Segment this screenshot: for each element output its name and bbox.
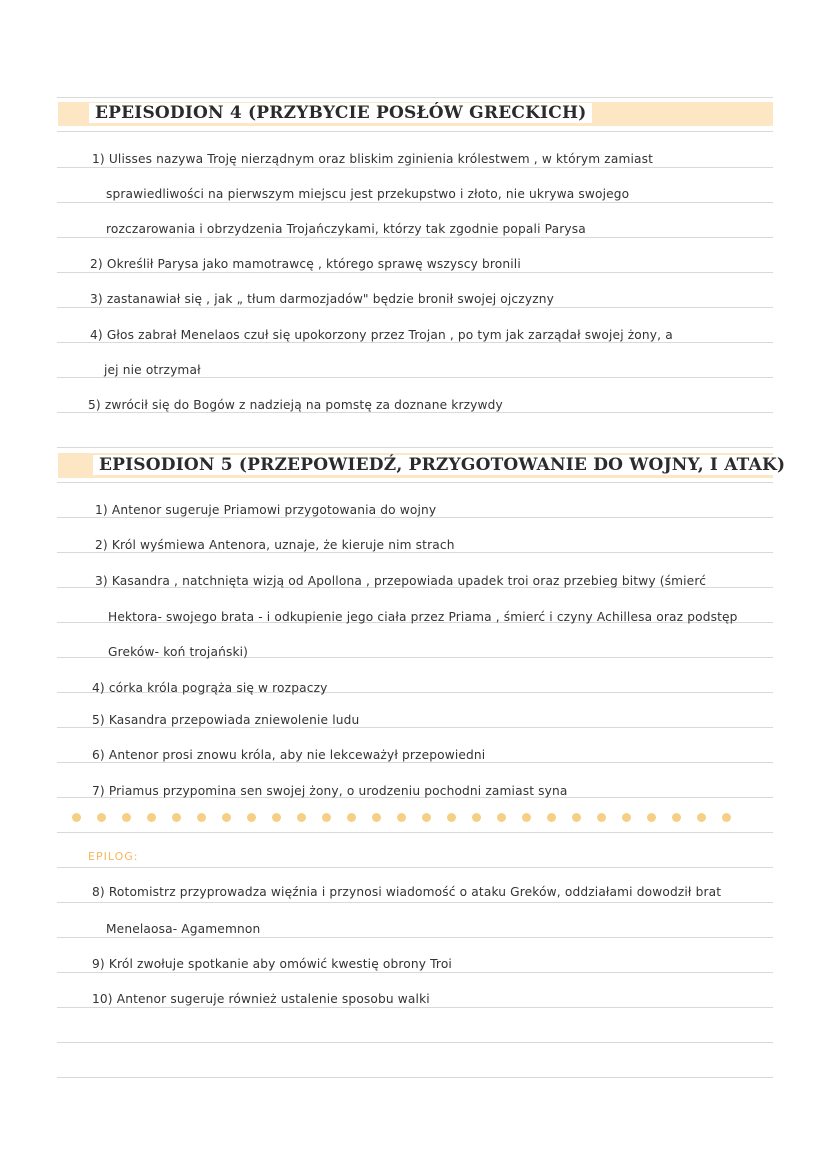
divider-dot <box>297 813 306 822</box>
divider-dot <box>222 813 231 822</box>
ruled-line <box>57 237 773 238</box>
ruled-line <box>57 131 773 132</box>
note-line: 3) zastanawiał się , jak „ tłum darmozjadów" będzie bronił swojej ojczyzny <box>90 292 554 306</box>
note-line: Greków- koń trojański) <box>108 645 249 659</box>
ruled-line <box>57 972 773 973</box>
divider-dot <box>172 813 181 822</box>
divider-dot <box>497 813 506 822</box>
ruled-line <box>57 167 773 168</box>
note-line: 1) Ulisses nazywa Troję nierządnym oraz bliskim zginienia królestwem , w którym zamiast <box>92 152 654 166</box>
ruled-line <box>57 202 773 203</box>
divider-dot <box>472 813 481 822</box>
divider-dot <box>272 813 281 822</box>
note-line: Hektora- swojego brata - i odkupienie jego ciała przez Priama , śmierć i czyny Achillesa oraz podstęp <box>108 610 738 624</box>
divider-dot <box>347 813 356 822</box>
ruled-line <box>57 1077 773 1078</box>
divider-dot <box>372 813 381 822</box>
divider-dot <box>397 813 406 822</box>
ruled-line <box>57 482 773 483</box>
divider-dot <box>572 813 581 822</box>
divider-dot <box>697 813 706 822</box>
epilog-label: EPILOG: <box>88 850 139 863</box>
ruled-line <box>57 902 773 903</box>
divider-dot <box>722 813 731 822</box>
ruled-line <box>57 832 773 833</box>
note-line: 7) Priamus przypomina sen swojej żony, o urodzeniu pochodni zamiast syna <box>92 784 568 798</box>
ruled-line <box>57 272 773 273</box>
note-line: 4) córka króla pogrąża się w rozpaczy <box>92 681 328 695</box>
note-line: 6) Antenor prosi znowu króla, aby nie lekceważył przepowiedni <box>92 748 486 762</box>
divider-dot <box>422 813 431 822</box>
note-line: 10) Antenor sugeruje również ustalenie sposobu walki <box>92 992 430 1006</box>
note-line: sprawiedliwości na pierwszym miejscu jest przekupstwo i złoto, nie ukrywa swojego <box>106 187 630 201</box>
note-line: 9) Król zwołuje spotkanie aby omówić kwestię obrony Troi <box>92 957 452 971</box>
ruled-line <box>57 412 773 413</box>
note-line: 5) zwrócił się do Bogów z nadzieją na pomstę za doznane krzywdy <box>88 398 503 412</box>
section-heading: EPEISODION 4 (PRZYBYCIE POSŁÓW GRECKICH) <box>89 103 592 123</box>
divider-dot <box>447 813 456 822</box>
ruled-line <box>57 517 773 518</box>
divider-dot <box>122 813 131 822</box>
ruled-line <box>57 762 773 763</box>
divider-dot <box>147 813 156 822</box>
note-line: 2) Określił Parysa jako mamotrawcę , którego sprawę wszyscy bronili <box>90 257 521 271</box>
divider-dot <box>597 813 606 822</box>
divider-dot <box>97 813 106 822</box>
ruled-line <box>57 1042 773 1043</box>
note-line: Menelaosa- Agamemnon <box>106 922 261 936</box>
note-line: rozczarowania i obrzydzenia Trojańczykami, którzy tak zgodnie popali Parysa <box>106 222 586 236</box>
ruled-line <box>57 937 773 938</box>
ruled-line <box>57 1007 773 1008</box>
note-line: 5) Kasandra przepowiada zniewolenie ludu <box>92 713 360 727</box>
ruled-line <box>57 867 773 868</box>
ruled-line <box>57 342 773 343</box>
note-line: 4) Głos zabrał Menelaos czuł się upokorzony przez Trojan , po tym jak zarządał swojej żony, a <box>90 328 673 342</box>
note-line: 1) Antenor sugeruje Priamowi przygotowania do wojny <box>95 503 437 517</box>
note-line: 8) Rotomistrz przyprowadza więźnia i przynosi wiadomość o ataku Greków, oddziałami dowodził brat <box>92 885 722 899</box>
ruled-line <box>57 307 773 308</box>
divider-dot <box>197 813 206 822</box>
divider-dot <box>247 813 256 822</box>
divider-dot <box>547 813 556 822</box>
ruled-line <box>57 552 773 553</box>
section-heading: EPISODION 5 (PRZEPOWIEDŹ, PRZYGOTOWANIE DO WOJNY, I ATAK) <box>93 455 791 475</box>
ruled-line <box>57 377 773 378</box>
note-line: jej nie otrzymał <box>104 363 201 377</box>
divider-dot <box>522 813 531 822</box>
divider-dot <box>622 813 631 822</box>
ruled-line <box>57 97 773 98</box>
ruled-line <box>57 727 773 728</box>
note-line: 2) Król wyśmiewa Antenora, uznaje, że kieruje nim strach <box>95 538 455 552</box>
divider-dot <box>672 813 681 822</box>
divider-dot <box>322 813 331 822</box>
divider-dot <box>72 813 81 822</box>
ruled-line <box>57 447 773 448</box>
divider-dot <box>647 813 656 822</box>
note-line: 3) Kasandra , natchnięta wizją od Apollona , przepowiada upadek troi oraz przebieg bitwy (śmierć <box>95 574 707 588</box>
